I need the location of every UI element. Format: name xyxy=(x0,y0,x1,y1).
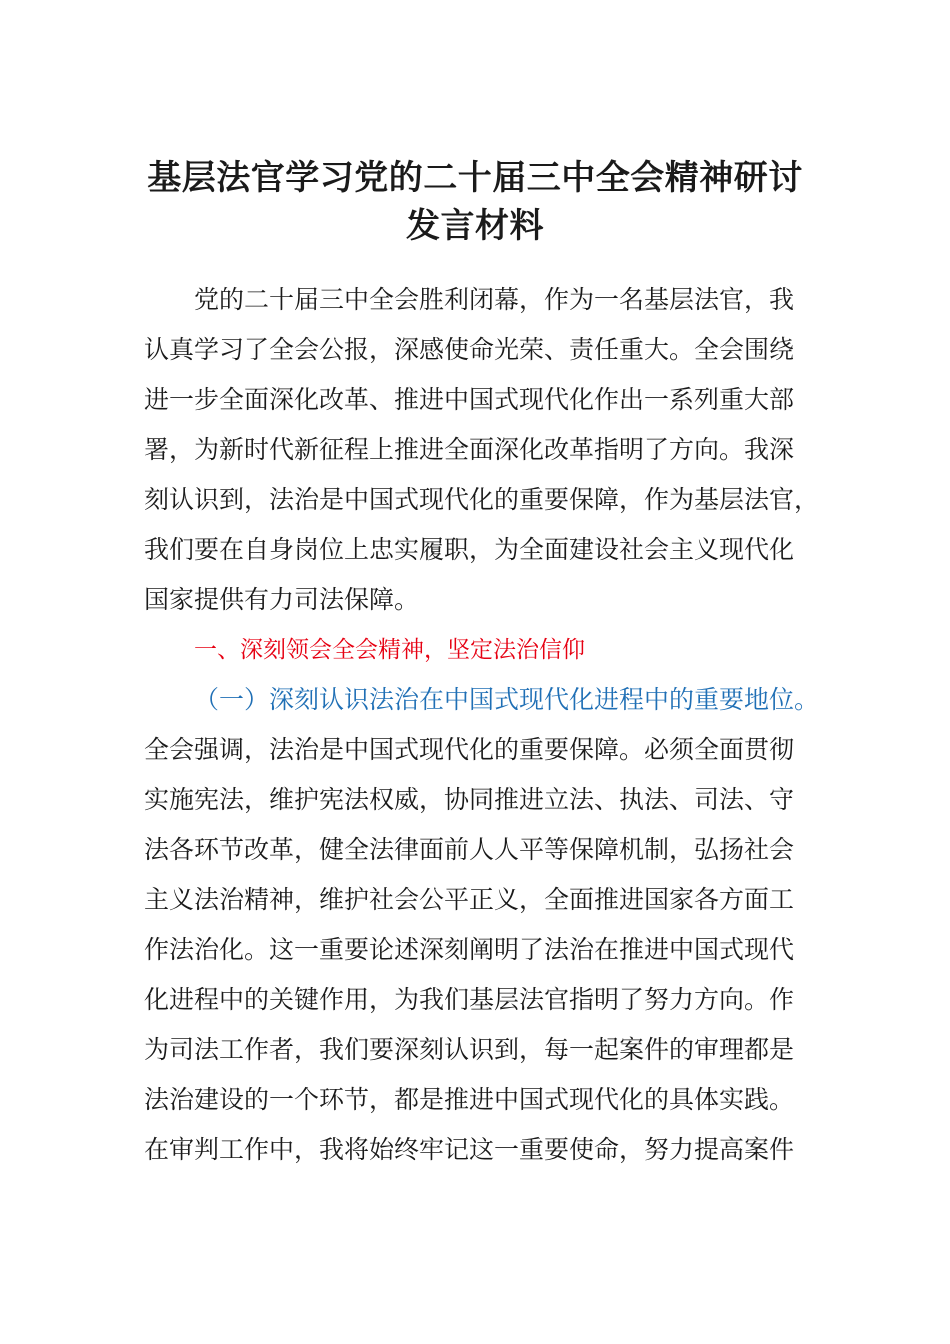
document-title-line-1: 基层法官学习党的二十届三中全会精神研讨 xyxy=(147,158,803,198)
paragraph-line: 国家提供有力司法保障。 xyxy=(144,585,420,614)
paragraph-line: 我们要在自身岗位上忠实履职，为全面建设社会主义现代化 xyxy=(144,535,795,564)
paragraph-line: 主义法治精神，维护社会公平正义，全面推进国家各方面工 xyxy=(144,885,795,914)
paragraph-line: 进一步全面深化改革、推进中国式现代化作出一系列重大部 xyxy=(144,385,795,414)
paragraph-line: 党的二十届三中全会胜利闭幕，作为一名基层法官，我 xyxy=(194,285,795,314)
section-heading: 一、深刻领会全会精神，坚定法治信仰 xyxy=(194,637,585,663)
document-title-line-2: 发言材料 xyxy=(406,206,544,246)
paragraph-line: 法治建设的一个环节，都是推进中国式现代化的具体实践。 xyxy=(144,1085,795,1114)
paragraph-line: 化进程中的关键作用，为我们基层法官指明了努力方向。作 xyxy=(144,985,795,1014)
paragraph-line: 为司法工作者，我们要深刻认识到，每一起案件的审理都是 xyxy=(144,1035,795,1064)
subsection-heading: （一）深刻认识法治在中国式现代化进程中的重要地位。 xyxy=(194,685,820,714)
paragraph-line: 法各环节改革，健全法律面前人人平等保障机制，弘扬社会 xyxy=(144,835,795,864)
paragraph-line: 认真学习了全会公报，深感使命光荣、责任重大。全会围绕 xyxy=(144,335,795,364)
paragraph-line: 作法治化。这一重要论述深刻阐明了法治在推进中国式现代 xyxy=(144,935,795,964)
paragraph-line: 在审判工作中，我将始终牢记这一重要使命，努力提高案件 xyxy=(144,1135,795,1164)
paragraph-line: 刻认识到，法治是中国式现代化的重要保障，作为基层法官， xyxy=(144,485,820,514)
paragraph-line: 全会强调，法治是中国式现代化的重要保障。必须全面贯彻 xyxy=(144,735,795,764)
paragraph-line: 署，为新时代新征程上推进全面深化改革指明了方向。我深 xyxy=(144,435,795,464)
paragraph-line: 实施宪法，维护宪法权威，协同推进立法、执法、司法、守 xyxy=(144,785,795,814)
